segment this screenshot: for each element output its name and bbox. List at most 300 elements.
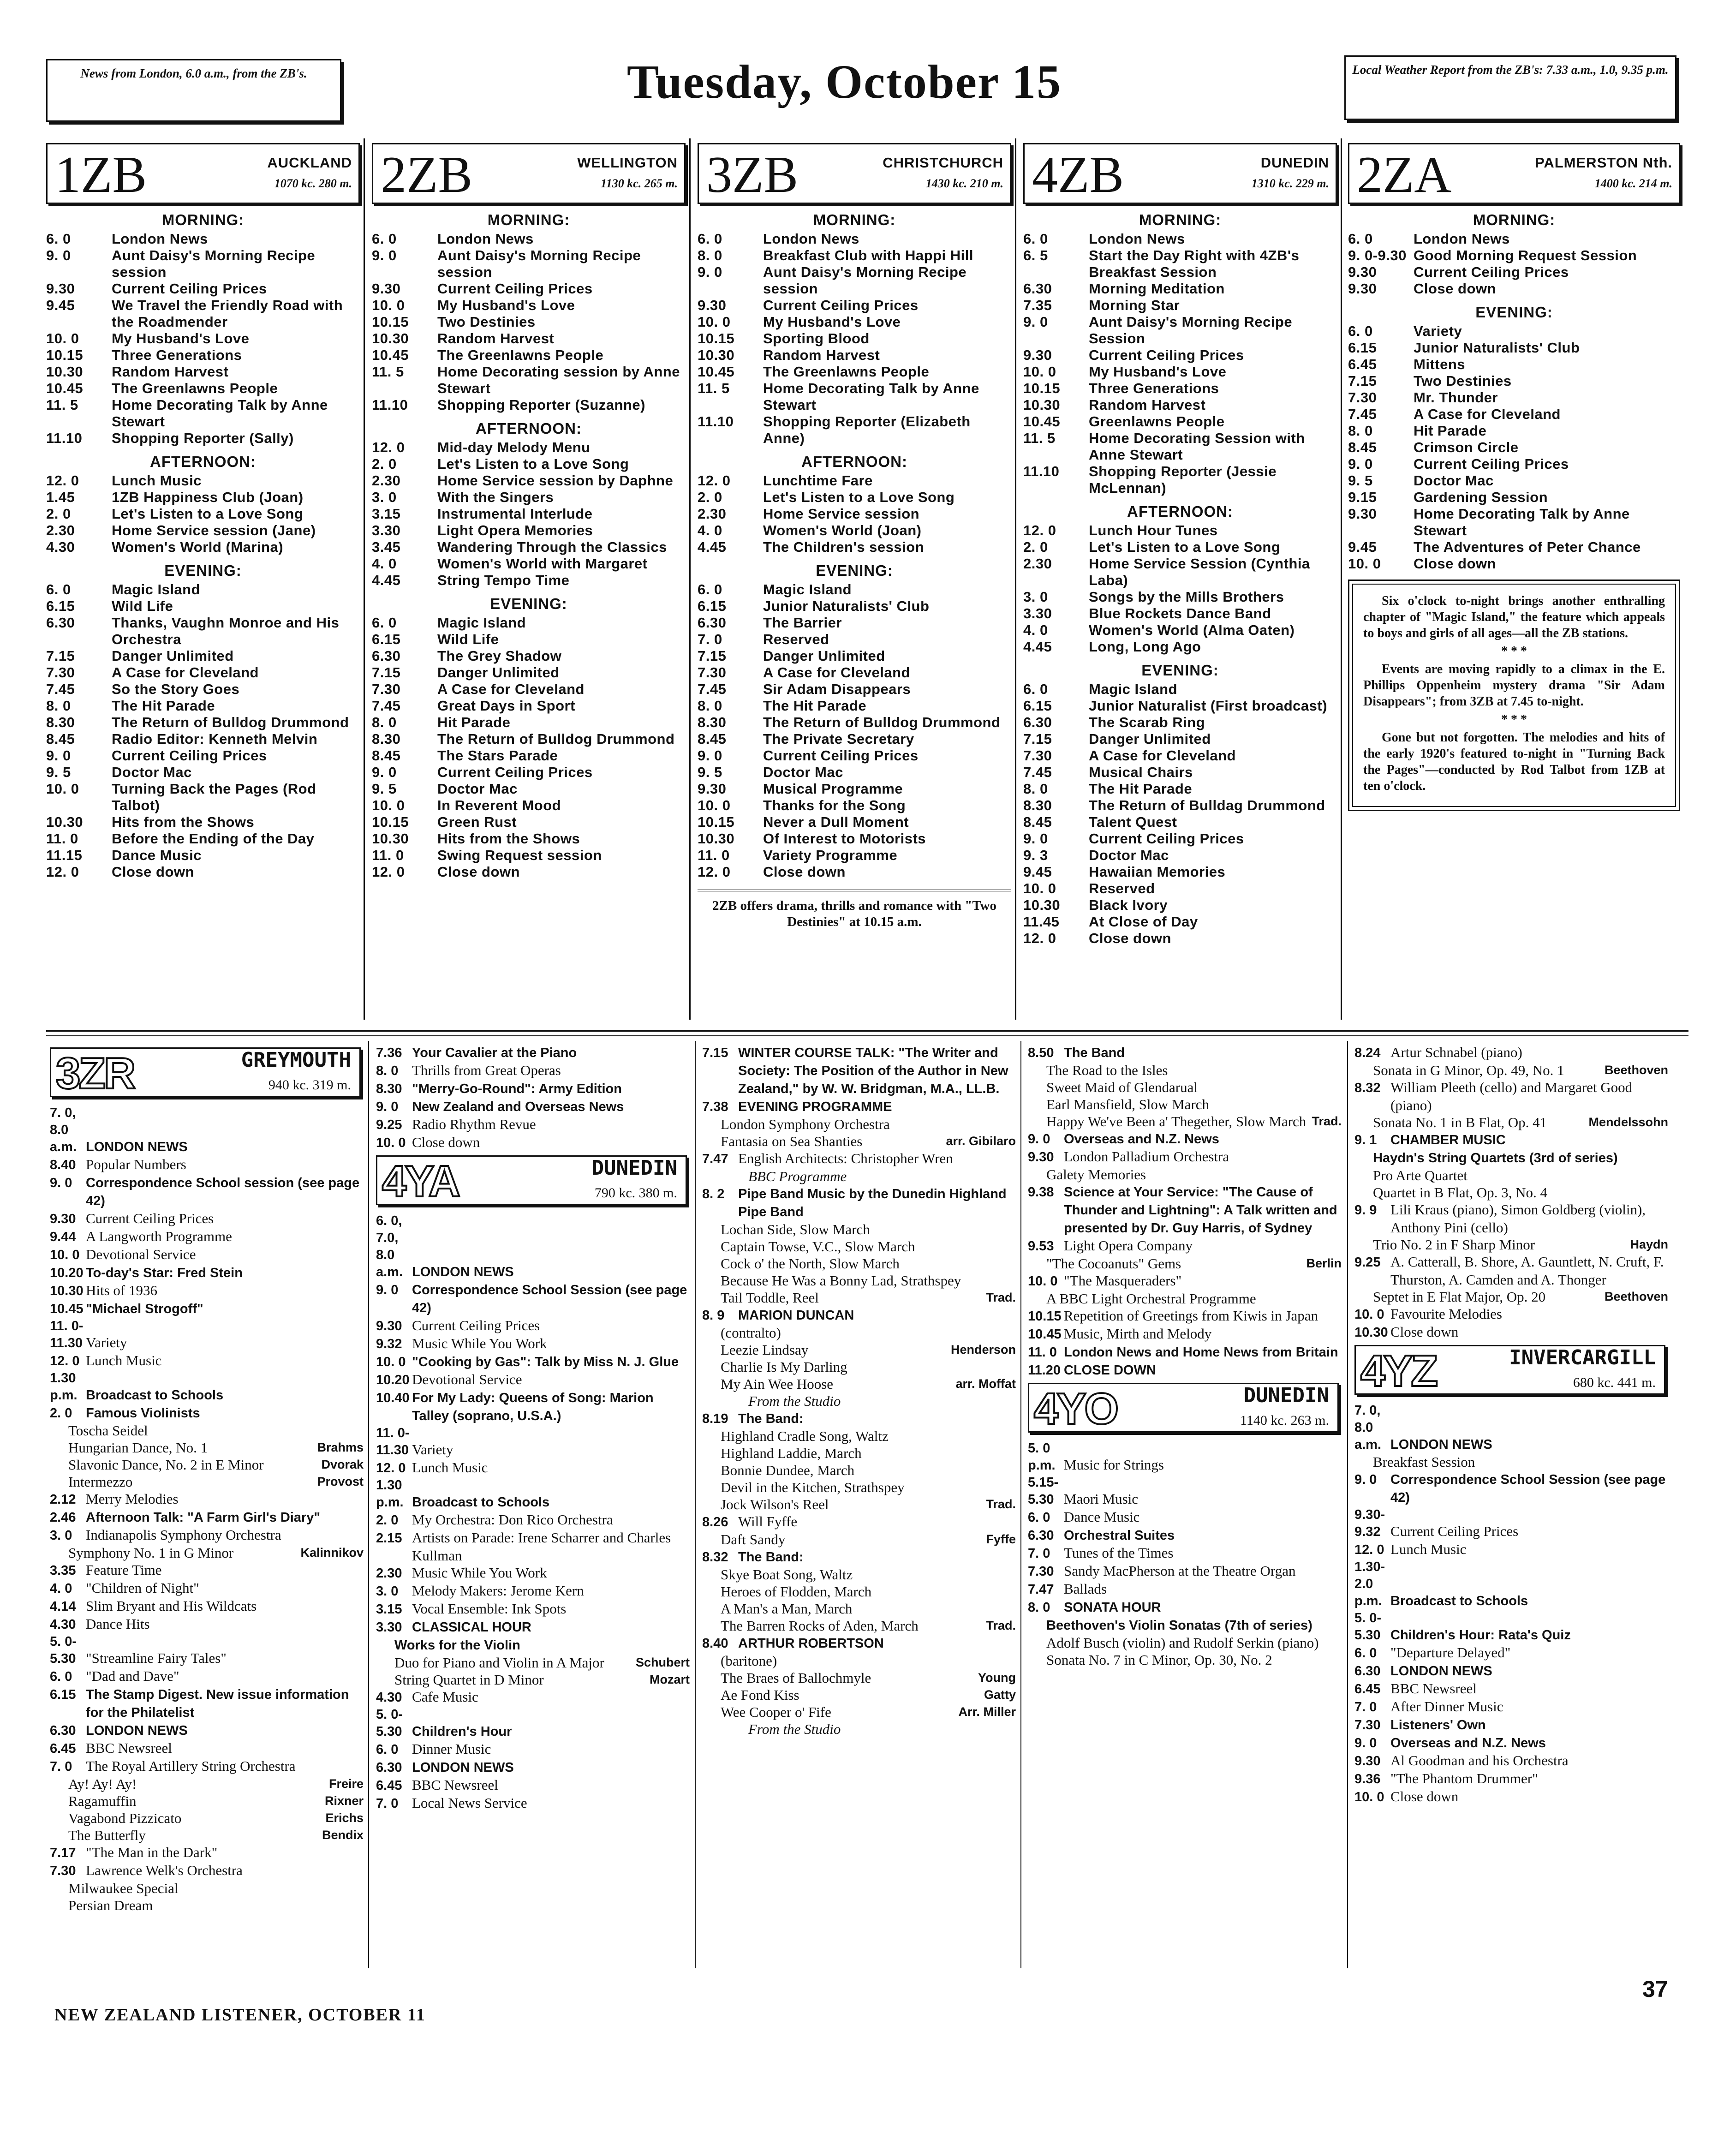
entry-time: 10.30	[372, 831, 409, 847]
station-box-4yo	[1028, 1383, 1339, 1433]
entry-title: A BBC Light Orchestral Programme	[1046, 1291, 1256, 1307]
schedule-entry	[46, 615, 360, 648]
entry-time: 10. 0	[376, 1355, 406, 1369]
station-header-3zb	[698, 143, 1011, 204]
entry-title: Home Service session	[763, 506, 920, 522]
entry-title: Earl Mansfield, Slow March	[1046, 1096, 1209, 1112]
entry-title: Close down	[112, 864, 194, 880]
schedule-entry	[1023, 231, 1337, 247]
entry-title: Children's Hour: Rata's Quiz	[1390, 1628, 1571, 1643]
entry-title: Danger Unlimited	[763, 648, 885, 664]
entry-title: Breakfast Session	[1373, 1454, 1475, 1470]
entry-title: A Langworth Programme	[86, 1228, 232, 1244]
schedule-entry	[372, 814, 686, 831]
work-title: Sonata No. 1 in B Flat, Op. 41	[1373, 1114, 1547, 1130]
schedule-entry	[46, 297, 360, 330]
entry-title: Random Harvest	[112, 364, 229, 380]
entry-time: 7.38	[702, 1099, 728, 1114]
composer: Schubert	[635, 1655, 690, 1669]
entry-title: BBC Newsreel	[1390, 1680, 1477, 1697]
schedule-entry	[46, 581, 360, 598]
promo-paragraph: Events are moving rapidly to a climax in the E. Phillips Oppenheim mystery drama "Sir Adam Disappears"; from 3ZB at 7.45 to-night.	[1363, 662, 1665, 709]
entry-title: The Greenlawns People	[112, 380, 278, 396]
work-title: Hungarian Dance, No. 1	[68, 1440, 208, 1456]
entry-time: 3.15	[372, 506, 401, 522]
entry-title: Charlie Is My Darling	[721, 1359, 847, 1375]
entry-title: Sweet Maid of Glendarual	[1046, 1079, 1198, 1095]
entry-time: 7. 0	[698, 631, 722, 647]
listing-entry	[1028, 1044, 1342, 1062]
entry-time: 6.15	[1023, 698, 1052, 714]
entry-title: Doctor Mac	[1089, 847, 1169, 863]
entry-title: Current Ceiling Prices	[112, 747, 267, 764]
entry-title: Aunt Daisy's Morning Recipe session	[437, 247, 641, 280]
schedule-list	[1348, 211, 1680, 572]
entry-title: Music While You Work	[412, 1565, 547, 1581]
entry-title: Slim Bryant and His Wildcats	[86, 1598, 257, 1614]
entry-title: Junior Naturalist (First broadcast)	[1089, 698, 1328, 714]
schedule-entry	[698, 831, 1011, 847]
entry-title: Before the Ending of the Day	[112, 831, 315, 847]
station-call-sign: 4YZ	[1360, 1346, 1437, 1396]
entry-time: 8.26	[702, 1515, 728, 1530]
station-city: GREYMOUTH	[241, 1048, 351, 1072]
entry-title: The Band	[1064, 1046, 1125, 1060]
entry-time: 8. 0	[372, 714, 397, 730]
listing-entry	[376, 1671, 690, 1688]
entry-title: Radio Rhythm Revue	[412, 1116, 536, 1132]
entry-time: 10.15	[1028, 1309, 1062, 1324]
entry-time: 11. 5	[698, 380, 730, 396]
station-column-1zb	[46, 143, 360, 880]
listing-entry	[1354, 1788, 1668, 1806]
section-heading: MORNING:	[161, 211, 245, 228]
entry-time: 2.15	[376, 1531, 402, 1546]
listing-entry	[702, 1341, 1016, 1358]
entry-title: Close down	[1414, 281, 1496, 297]
station-frequency: 790 kc. 380 m.	[594, 1185, 677, 1201]
station-header-2zb	[372, 143, 686, 204]
listing-entry	[1028, 1325, 1342, 1343]
entry-title: Danger Unlimited	[437, 664, 560, 681]
listing-entry	[702, 1548, 1016, 1566]
entry-title: Home Decorating Talk by Anne Stewart	[112, 397, 328, 430]
entry-title: London Symphony Orchestra	[721, 1116, 890, 1132]
listing-entry	[50, 1508, 364, 1526]
listing-entry	[1354, 1044, 1668, 1062]
work-title: The Barren Rocks of Aden, March	[721, 1618, 919, 1634]
work-title: Leezie Lindsay	[721, 1342, 809, 1358]
entry-time: 7.36	[376, 1046, 402, 1060]
entry-title: Never a Dull Moment	[763, 814, 909, 830]
schedule-entry	[1023, 314, 1337, 347]
schedule-entry	[1023, 681, 1337, 698]
entry-title: The Return of Bulldog Drummond	[112, 714, 349, 730]
entry-title: Local News Service	[412, 1795, 527, 1811]
listing-entry	[1354, 1453, 1668, 1470]
schedule-entry	[46, 847, 360, 864]
entry-time: 8.45	[372, 747, 401, 764]
station-call-sign: 4ZB	[1032, 146, 1124, 203]
schedule-entry	[46, 522, 360, 539]
listing-column-2	[376, 1044, 690, 1812]
entry-time: 10.40	[376, 1391, 410, 1405]
entry-time: 12. 0	[1354, 1542, 1384, 1557]
schedule-entry	[46, 781, 360, 814]
listing-entry	[1354, 1470, 1668, 1506]
entry-time: 6.15	[50, 1687, 76, 1702]
entry-title: Your Cavalier at the Piano	[412, 1046, 577, 1060]
entry-time: 8.30	[46, 714, 75, 730]
work-title: Symphony No. 1 in G Minor	[68, 1545, 234, 1561]
schedule-entry	[372, 747, 686, 764]
schedule-entry	[46, 698, 360, 714]
listing-entry	[50, 1667, 364, 1685]
entry-title: Hits of 1936	[86, 1282, 157, 1298]
entry-time: 10. 0	[376, 1135, 406, 1150]
entry-time: 9.38	[1028, 1185, 1054, 1200]
schedule-entry	[1348, 539, 1680, 556]
listing-entry	[1028, 1544, 1342, 1562]
entry-title: Danger Unlimited	[1089, 731, 1211, 747]
entry-title: Let's Listen to a Love Song	[1089, 539, 1281, 555]
schedule-entry	[1023, 522, 1337, 539]
entry-time: 2.30	[376, 1566, 402, 1581]
work-title: Slavonic Dance, No. 2 in E Minor	[68, 1457, 264, 1473]
listing-entry	[702, 1462, 1016, 1479]
listing-entry	[50, 1757, 364, 1775]
entry-time: 7. 0	[1354, 1700, 1377, 1715]
entry-title: Shopping Reporter (Suzanne)	[437, 397, 645, 413]
entry-time: 9.25	[376, 1117, 402, 1132]
entry-time: 9. 0	[376, 1099, 399, 1114]
listing-entry	[50, 1456, 364, 1473]
entry-title: Vocal Ensemble: Ink Spots	[412, 1601, 567, 1617]
entry-title: Close down	[1089, 930, 1171, 946]
listing-entry	[376, 1335, 690, 1353]
schedule-entry	[698, 781, 1011, 797]
entry-title: Cock o' the North, Slow March	[721, 1255, 900, 1272]
schedule-entry	[1348, 472, 1680, 489]
schedule-entry	[698, 264, 1011, 297]
column-rule	[695, 1041, 696, 1968]
entry-title: Current Ceiling Prices	[1414, 456, 1569, 472]
entry-title: London News	[1414, 231, 1510, 247]
entry-title: Correspondence School Session (see page 42)	[412, 1283, 687, 1315]
listing-entry	[50, 1282, 364, 1300]
entry-time: 7.15	[372, 664, 401, 681]
station-column-4zb	[1023, 143, 1337, 947]
news-from-london-text: News from London, 6.0 a.m., from the ZB's.	[80, 66, 307, 80]
schedule-entry	[1023, 247, 1337, 281]
entry-title: Home Service session by Daphne	[437, 472, 674, 489]
entry-time: 10. 0	[1354, 1790, 1384, 1804]
entry-time: 6. 0	[1348, 231, 1373, 247]
entry-title: "The Phantom Drummer"	[1390, 1770, 1538, 1787]
entry-time: 11. 0-11.30	[50, 1319, 84, 1350]
entry-time: 5. 0-5.30	[376, 1707, 403, 1739]
entry-time: 6. 0	[698, 231, 722, 247]
entry-time: 8. 0	[698, 698, 722, 714]
schedule-entry	[372, 556, 686, 572]
entry-time: 2.30	[46, 522, 75, 538]
schedule-entry	[372, 664, 686, 681]
entry-title: (contralto)	[721, 1325, 781, 1341]
entry-title: Popular Numbers	[86, 1156, 186, 1172]
entry-title: The Return of Bulldog Drummond	[763, 714, 1001, 730]
entry-title: Black Ivory	[1089, 897, 1168, 913]
entry-time: 6. 0	[1028, 1510, 1050, 1525]
listing-entry	[50, 1721, 364, 1739]
section-divider-thin	[46, 1035, 1688, 1036]
entry-title: The Scarab Ring	[1089, 714, 1205, 730]
entry-title: Persian Dream	[68, 1897, 153, 1913]
weather-report-box	[1344, 55, 1676, 120]
schedule-entry	[1023, 413, 1337, 430]
entry-title: Magic Island	[1089, 681, 1178, 697]
entry-title: Hit Parade	[437, 714, 511, 730]
entry-time: 6.15	[1348, 340, 1377, 356]
entry-title: Music, Mirth and Melody	[1064, 1326, 1212, 1342]
entry-time: 10. 0	[372, 297, 405, 313]
entry-time: 11. 0	[372, 847, 404, 863]
schedule-entry	[1023, 622, 1337, 639]
listing-entry	[702, 1496, 1016, 1513]
entry-time: 9.30	[1348, 281, 1377, 297]
entry-time: 6.30	[1028, 1528, 1054, 1543]
entry-time: 9. 0	[1354, 1472, 1377, 1487]
schedule-entry	[1023, 347, 1337, 364]
schedule-entry	[372, 347, 686, 364]
entry-title: Reserved	[1089, 880, 1155, 896]
entry-time: 5. 0-5.30	[50, 1634, 77, 1666]
entry-time: 11.10	[1023, 463, 1060, 479]
work-title: Ragamuffin	[68, 1793, 137, 1809]
entry-time: 8.45	[1348, 439, 1377, 455]
schedule-entry	[1023, 814, 1337, 831]
schedule-entry	[698, 847, 1011, 864]
entry-title: "Merry-Go-Round": Army Edition	[412, 1081, 622, 1096]
schedule-entry	[698, 489, 1011, 506]
entry-time: 10.45	[1023, 413, 1061, 430]
entry-time: 3.15	[376, 1602, 402, 1617]
listing-entry	[702, 1617, 1016, 1634]
entry-time: 7.15	[1348, 373, 1377, 389]
entry-title: Women's World with Margaret	[437, 556, 648, 572]
entry-title: Famous Violinists	[86, 1406, 200, 1421]
entry-title: Lunch Hour Tunes	[1089, 522, 1218, 538]
schedule-entry	[46, 814, 360, 831]
section-heading: EVENING:	[816, 562, 893, 579]
entry-title: The Hit Parade	[112, 698, 215, 714]
entry-title: English Architects: Christopher Wren	[738, 1150, 953, 1166]
listing-entry	[50, 1156, 364, 1174]
entry-time: 3. 0	[50, 1528, 72, 1543]
entry-time: 9. 0	[372, 247, 397, 263]
entry-title: At Close of Day	[1089, 914, 1198, 930]
work-title: Fantasia on Sea Shanties	[721, 1133, 863, 1149]
entry-time: 12. 0	[372, 864, 405, 880]
work-title: Vagabond Pizzicato	[68, 1810, 182, 1826]
entry-title: Musical Chairs	[1089, 764, 1193, 780]
entry-time: 10.20	[50, 1266, 84, 1280]
schedule-entry	[372, 489, 686, 506]
listing-entry	[376, 1636, 690, 1654]
entry-time: 7.30	[50, 1864, 76, 1878]
entry-title: Will Fyffe	[738, 1513, 798, 1530]
listing-entry	[1354, 1644, 1668, 1662]
entry-title: Women's World (Joan)	[763, 522, 922, 538]
station-column-2za	[1348, 143, 1680, 811]
entry-title: Light Opera Memories	[437, 522, 593, 538]
entry-title: Close down	[1390, 1788, 1459, 1804]
entry-time: 10.20	[376, 1373, 410, 1387]
listing-entry	[376, 1582, 690, 1600]
listing-column-5	[1354, 1044, 1668, 1806]
entry-time: 6.45	[376, 1778, 402, 1793]
listing-entry	[50, 1897, 364, 1914]
entry-title: Shopping Reporter (Elizabeth Anne)	[763, 413, 971, 446]
entry-time: 11.45	[1023, 914, 1060, 930]
station-city: CHRISTCHURCH	[883, 155, 1003, 171]
schedule-entry	[46, 506, 360, 522]
section-heading: MORNING:	[1473, 211, 1556, 228]
listing-entry	[1354, 1131, 1668, 1149]
entry-time: 10. 0	[50, 1248, 80, 1262]
schedule-entry	[1348, 489, 1680, 506]
entry-title: Current Ceiling Prices	[437, 764, 593, 780]
entry-title: Close down	[437, 864, 520, 880]
schedule-entry	[1023, 897, 1337, 914]
entry-time: 4. 0	[372, 556, 397, 572]
entry-time: 9.30	[50, 1212, 76, 1226]
listing-entry	[1028, 1580, 1342, 1598]
entry-time: 7.15	[698, 648, 727, 664]
entry-title: Current Ceiling Prices	[412, 1317, 540, 1333]
listing-entry	[1028, 1598, 1342, 1616]
entry-title: Quartet in B Flat, Op. 3, No. 4	[1373, 1184, 1547, 1201]
entry-time: 7.15	[702, 1046, 728, 1060]
entry-title: Current Ceiling Prices	[1390, 1523, 1519, 1539]
column-rule	[1015, 138, 1016, 1020]
entry-time: 10.30	[46, 364, 84, 380]
listing-entry	[702, 1306, 1016, 1324]
entry-time: 8.30	[1023, 797, 1052, 813]
work-title: The Braes of Ballochmyle	[721, 1670, 871, 1686]
entry-time: 10.45	[698, 364, 735, 380]
entry-title: Current Ceiling Prices	[763, 747, 919, 764]
entry-title: Lochan Side, Slow March	[721, 1221, 870, 1237]
entry-time: 7.30	[1348, 389, 1377, 406]
entry-title: Listeners' Own	[1390, 1718, 1486, 1733]
schedule-entry	[372, 314, 686, 330]
work-title: Daft Sandy	[721, 1531, 786, 1548]
entry-time: 2.30	[372, 472, 401, 489]
composer: Erichs	[325, 1811, 364, 1825]
listing-entry	[376, 1511, 690, 1529]
listing-entry	[376, 1080, 690, 1098]
entry-time: 3.30	[372, 522, 401, 538]
station-city: PALMERSTON Nth.	[1534, 155, 1672, 171]
entry-time: 9.53	[1028, 1239, 1054, 1254]
entry-title: Variety	[412, 1441, 453, 1458]
entry-time: 6. 0	[1023, 231, 1048, 247]
entry-time: 7.15	[46, 648, 75, 664]
schedule-entry	[1348, 373, 1680, 389]
schedule-entry	[46, 831, 360, 847]
schedule-entry	[1023, 364, 1337, 380]
entry-time: 10. 0	[1348, 556, 1381, 572]
entry-time: 12. 0	[698, 472, 731, 489]
listing-entry	[376, 1740, 690, 1758]
composer: arr. Moffat	[955, 1377, 1016, 1391]
entry-title: Women's World (Marina)	[112, 539, 284, 555]
composer: Rixner	[324, 1794, 364, 1808]
entry-time: 1.30 p.m.	[376, 1478, 404, 1510]
listing-entry	[50, 1370, 364, 1404]
listing-entry	[1354, 1734, 1668, 1752]
listing-entry	[1354, 1114, 1668, 1131]
entry-time: 8.30	[698, 714, 727, 730]
schedule-entry	[46, 731, 360, 747]
entry-time: 9. 0	[698, 747, 722, 764]
listing-entry	[1354, 1680, 1668, 1698]
entry-title: Galety Memories	[1046, 1166, 1146, 1183]
entry-time: 12. 0	[372, 439, 405, 455]
station-header-1zb	[46, 143, 360, 204]
entry-time: 10. 0	[46, 330, 79, 347]
entry-title: A. Catterall, B. Shore, A. Gauntlett, N. Cruft, F. Thurston, A. Camden and A. Thonger	[1390, 1254, 1664, 1288]
entry-time: 4.45	[372, 572, 401, 588]
listing-entry	[1354, 1559, 1668, 1610]
schedule-entry	[372, 847, 686, 864]
schedule-list	[372, 211, 686, 880]
entry-time: 6.45	[1348, 356, 1377, 372]
entry-time: 9.30	[698, 781, 727, 797]
entry-title: "Departure Delayed"	[1390, 1644, 1511, 1661]
entry-title: Doctor Mac	[112, 764, 192, 780]
work-title: Duo for Piano and Violin in A Major	[394, 1655, 604, 1671]
station-city: AUCKLAND	[267, 155, 352, 171]
entry-title: Maori Music	[1064, 1491, 1139, 1507]
entry-title: Because He Was a Bonny Lad, Strathspey	[721, 1273, 961, 1289]
entry-time: 9. 0	[376, 1283, 399, 1297]
entry-title: Mittens	[1414, 356, 1465, 372]
entry-time: 9. 5	[372, 781, 397, 797]
entry-title: Broadcast to Schools	[86, 1388, 224, 1403]
station-column-2zb	[372, 143, 686, 880]
schedule-entry	[372, 831, 686, 847]
entry-title: Two Destinies	[437, 314, 536, 330]
schedule-entry	[372, 572, 686, 589]
schedule-entry	[1348, 323, 1680, 340]
listing-entry	[1354, 1752, 1668, 1770]
entry-title: New Zealand and Overseas News	[412, 1099, 624, 1114]
entry-title: Light Opera Company	[1064, 1237, 1193, 1254]
entry-time: 6.30	[372, 648, 401, 664]
entry-title: Home Decorating session by Anne Stewart	[437, 364, 680, 396]
schedule-entry	[372, 247, 686, 281]
entry-time: 10.30	[372, 330, 409, 347]
entry-time: 10.30	[1023, 897, 1061, 913]
entry-title: Home Service session (Jane)	[112, 522, 316, 538]
schedule-entry	[372, 615, 686, 631]
entry-time: 6. 0	[1354, 1646, 1377, 1661]
listing-entry	[50, 1862, 364, 1880]
entry-time: 10.45	[372, 347, 409, 363]
listing-entry	[1028, 1130, 1342, 1148]
entry-title: Home Service Session (Cynthia Laba)	[1089, 556, 1310, 588]
